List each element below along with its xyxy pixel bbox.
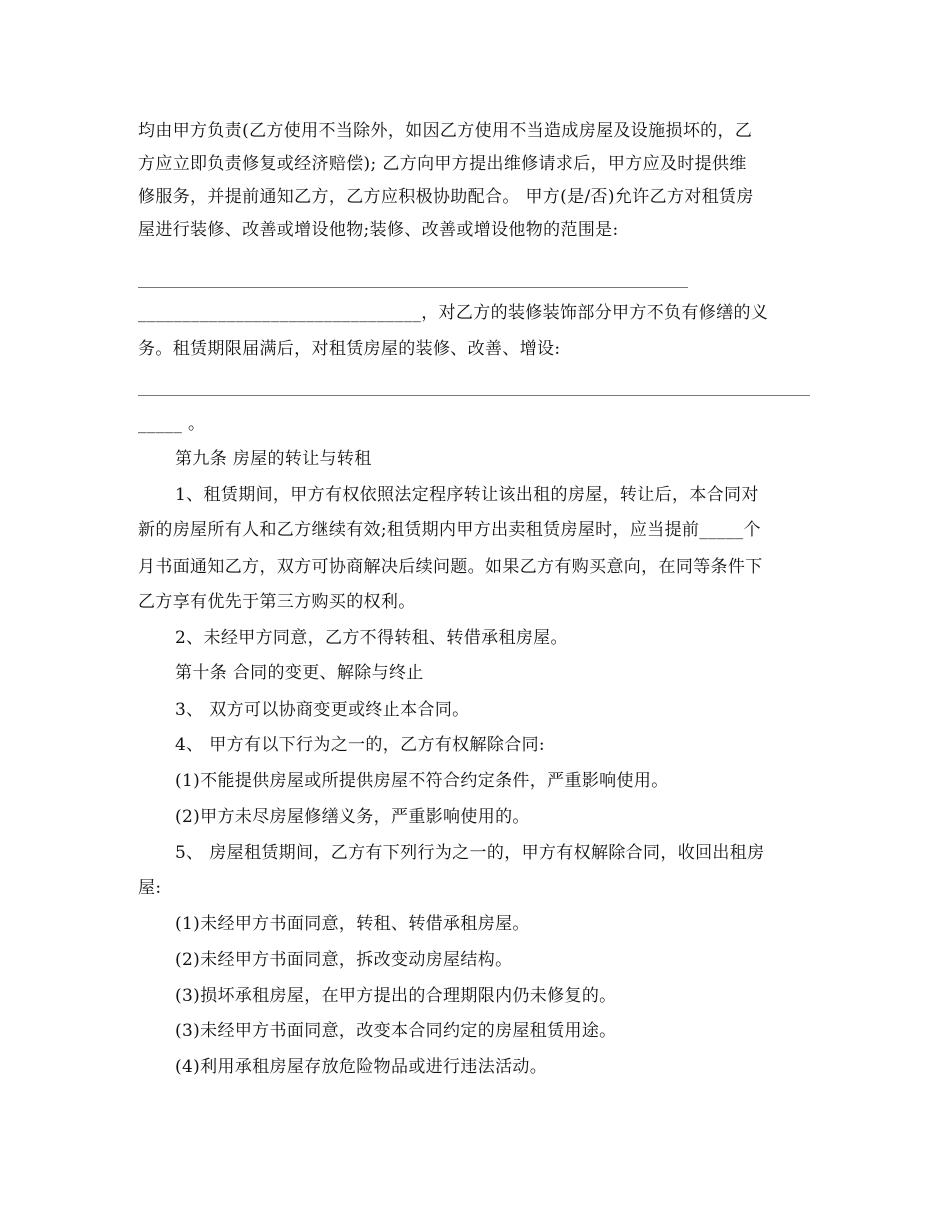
section-heading: 第十条 合同的变更、解除与终止 xyxy=(175,663,424,683)
paragraph-line: (4)利用承租房屋存放危险物品或进行违法活动。 xyxy=(175,1057,548,1077)
paragraph-line: (1)不能提供房屋或所提供房屋不符合约定条件，严重影响使用。 xyxy=(175,771,669,791)
paragraph-line: 5、 房屋租赁期间，乙方有下列行为之一的，甲方有权解除合同，收回出租房 xyxy=(175,843,765,863)
paragraph-line: (3)损坏承租房屋，在甲方提出的合理期限内仍未修复的。 xyxy=(175,986,617,1006)
paragraph-line: 2、未经甲方同意，乙方不得转租、转借承租房屋。 xyxy=(175,628,568,648)
paragraph-line: _____ 。 xyxy=(138,414,206,434)
fill-in-blank-line xyxy=(138,395,810,396)
paragraph-line: 务。租赁期限届满后，对租赁房屋的装修、改善、增设: xyxy=(138,339,561,359)
paragraph-line: 新的房屋所有人和乙方继续有效;租赁期内甲方出卖租赁房屋时，应当提前_____个 xyxy=(138,520,761,540)
paragraph-line: (2)甲方未尽房屋修缮义务，严重影响使用的。 xyxy=(175,807,530,827)
paragraph-line: 方应立即负责修复或经济赔偿); 乙方向甲方提出维修请求后，甲方应及时提供维 xyxy=(138,154,747,174)
paragraph-line: (3)未经甲方书面同意，改变本合同约定的房屋租赁用途。 xyxy=(175,1021,617,1041)
paragraph-line: 4、 甲方有以下行为之一的，乙方有权解除合同: xyxy=(175,735,545,755)
paragraph-line: 乙方享有优先于第三方购买的权利。 xyxy=(138,592,416,612)
paragraph-line: 1、租赁期间，甲方有权依照法定程序转让该出租的房屋，转让后，本合同对 xyxy=(175,485,759,505)
paragraph-line: 屋: xyxy=(138,878,162,898)
paragraph-line: 修服务，并提前通知乙方，乙方应积极协助配合。 甲方(是/否)允许乙方对租赁房 xyxy=(138,187,754,207)
paragraph-line: 屋进行装修、改善或增设他物;装修、改善或增设他物的范围是: xyxy=(138,220,619,240)
paragraph-line: ________________________________，对乙方的装修装饰部分甲方不负有修缮的义 xyxy=(138,303,769,323)
fill-in-blank-line xyxy=(138,287,688,288)
paragraph-line: (2)未经甲方书面同意，拆改变动房屋结构。 xyxy=(175,950,513,970)
paragraph-line: 均由甲方负责(乙方使用不当除外，如因乙方使用不当造成房屋及设施损坏的，乙 xyxy=(138,121,753,141)
paragraph-line: 3、 双方可以协商变更或终止本合同。 xyxy=(175,700,470,720)
paragraph-line: (1)未经甲方书面同意，转租、转借承租房屋。 xyxy=(175,914,530,934)
section-heading: 第九条 房屋的转让与转租 xyxy=(175,449,372,469)
paragraph-line: 月书面通知乙方，双方可协商解决后续问题。如果乙方有购买意向，在同等条件下 xyxy=(138,557,763,577)
